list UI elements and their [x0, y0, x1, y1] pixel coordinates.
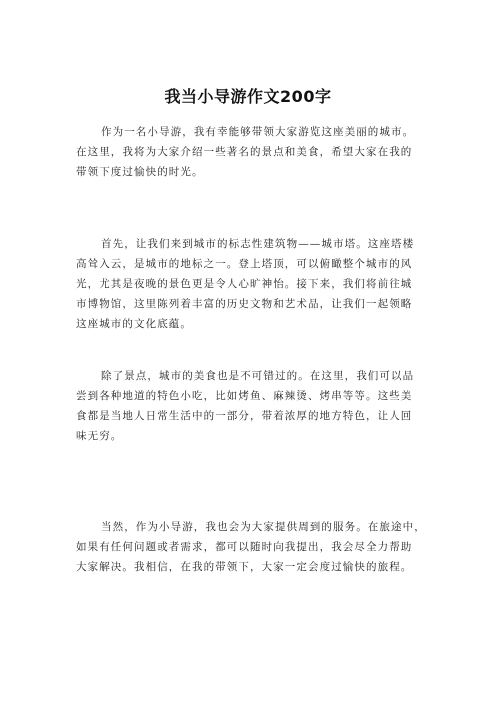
paragraph-line: 尝到各种地道的特色小吃，比如烤鱼、麻辣烫、烤串等等。这些美	[76, 390, 413, 402]
paragraph-line: 光，尤其是夜晚的景色更是令人心旷神怡。接下来，我们将前往城	[76, 278, 413, 290]
paragraph-line: 带领下度过愉快的时光。	[76, 166, 204, 178]
paragraph-line: 食都是当地人日常生活中的一部分，带着浓厚的地方特色，让人回	[76, 410, 413, 422]
paragraph-line: 当然，作为小导游，我也会为大家提供周到的服务。在旅途中，	[101, 521, 426, 533]
paragraph-line: 如果有任何问题或者需求，都可以随时向我提出，我会尽全力帮助	[76, 541, 413, 553]
paragraph-2	[76, 234, 436, 334]
paragraph-line: 高耸入云，是城市的地标之一。登上塔顶，可以俯瞰整个城市的风	[76, 258, 413, 270]
paragraph-line: 在这里，我将为大家介绍一些著名的景点和美食，希望大家在我的	[76, 146, 413, 158]
paragraph-line: 大家解决。我相信，在我的带领下，大家一定会度过愉快的旅程。	[76, 561, 413, 573]
paragraph-4	[76, 517, 436, 577]
paragraph-3	[76, 366, 436, 446]
paragraph-line: 首先，让我们来到城市的标志性建筑物——城市塔。这座塔楼	[101, 238, 415, 250]
paragraph-1	[76, 122, 436, 182]
paragraph-line: 味无穷。	[76, 430, 123, 442]
paragraph-line: 市博物馆，这里陈列着丰富的历史文物和艺术品，让我们一起领略	[76, 298, 413, 310]
paragraph-line: 除了景点，城市的美食也是不可错过的。在这里，我们可以品	[101, 370, 415, 382]
document-title: 我当小导游作文200字	[164, 87, 332, 106]
paragraph-line: 作为一名小导游，我有幸能够带领大家游览这座美丽的城市。	[101, 126, 415, 138]
paragraph-line: 这座城市的文化底蕴。	[76, 318, 192, 330]
